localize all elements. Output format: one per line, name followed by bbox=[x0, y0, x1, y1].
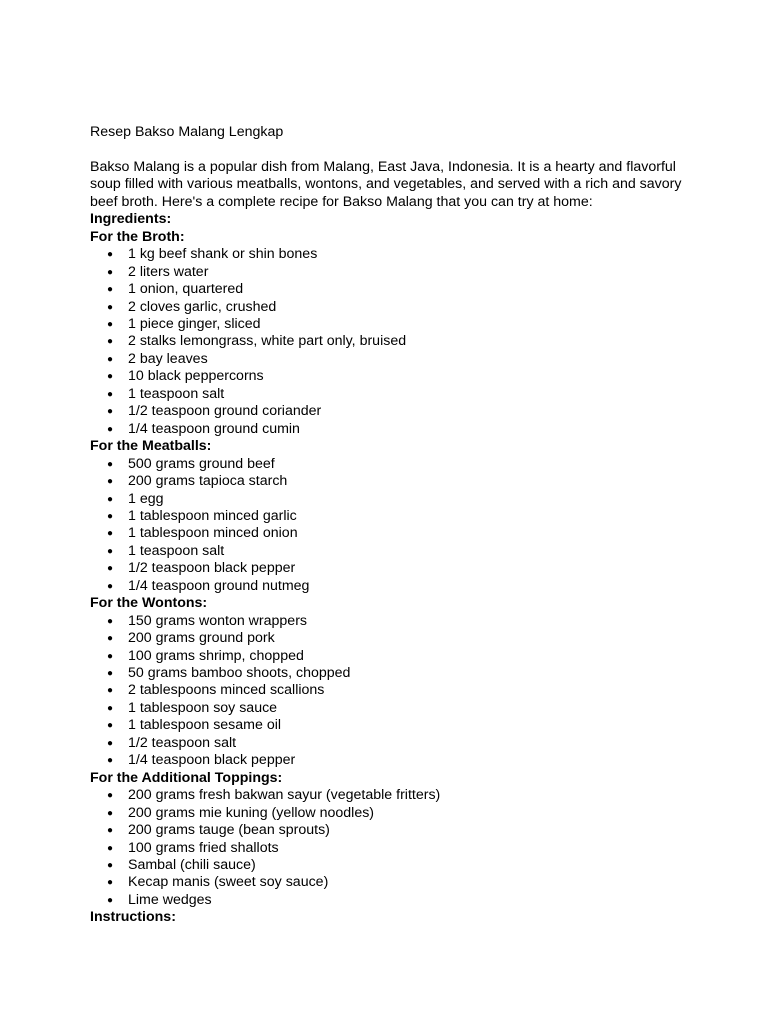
blank-line bbox=[90, 141, 690, 158]
section-heading: For the Broth: bbox=[90, 228, 185, 245]
list-item-text: 1/2 teaspoon black pepper bbox=[128, 560, 296, 577]
list-item bbox=[90, 421, 690, 438]
list-item-text: 1 piece ginger, sliced bbox=[128, 315, 261, 332]
list-item bbox=[90, 892, 690, 909]
ingredient-section bbox=[90, 595, 690, 770]
list-item-text: 1 kg beef shank or shin bones bbox=[128, 246, 318, 263]
section-heading: For the Meatballs: bbox=[90, 438, 212, 455]
list-item-text: 500 grams ground beef bbox=[128, 455, 275, 472]
list-item-text: 1 tablespoon minced garlic bbox=[128, 507, 297, 524]
bullet-icon: ● bbox=[107, 685, 114, 697]
list-item-text: 200 grams tapioca starch bbox=[128, 473, 288, 490]
list-item bbox=[90, 264, 690, 281]
list-item bbox=[90, 735, 690, 752]
bullet-icon: ● bbox=[107, 702, 114, 714]
bullet-icon: ● bbox=[107, 423, 114, 435]
bullet-icon: ● bbox=[107, 633, 114, 645]
list-item bbox=[90, 281, 690, 298]
ingredient-list bbox=[90, 613, 690, 770]
ingredient-sections bbox=[90, 229, 690, 910]
intro-paragraph: Bakso Malang is a popular dish from Malang, East Java, Indonesia. It is a hearty and flavorful soup filled with various meatballs, wontons, and vegetables, and served with a rich and savory beef broth. Here's a complete recipe for Bakso Malang that you can try at home: bbox=[90, 158, 682, 210]
bullet-icon: ● bbox=[107, 476, 114, 488]
bullet-icon: ● bbox=[107, 388, 114, 400]
list-item bbox=[90, 333, 690, 350]
list-item-text: 2 cloves garlic, crushed bbox=[128, 298, 277, 315]
list-item bbox=[90, 543, 690, 560]
bullet-icon: ● bbox=[107, 528, 114, 540]
section-heading: For the Additional Toppings: bbox=[90, 769, 283, 786]
bullet-icon: ● bbox=[107, 353, 114, 365]
bullet-icon: ● bbox=[107, 336, 114, 348]
list-item-text: 1/4 teaspoon ground cumin bbox=[128, 420, 300, 437]
list-item-text: 1 teaspoon salt bbox=[128, 385, 225, 402]
list-item-text: 1/2 teaspoon salt bbox=[128, 734, 237, 751]
bullet-icon: ● bbox=[107, 406, 114, 418]
instructions-heading: Instructions: bbox=[90, 909, 176, 926]
list-item bbox=[90, 560, 690, 577]
list-item bbox=[90, 246, 690, 263]
ingredient-list bbox=[90, 787, 690, 909]
bullet-icon: ● bbox=[107, 580, 114, 592]
ingredients-heading: Ingredients: bbox=[90, 211, 172, 228]
list-item bbox=[90, 874, 690, 891]
list-item bbox=[90, 403, 690, 420]
bullet-icon: ● bbox=[107, 894, 114, 906]
list-item bbox=[90, 805, 690, 822]
bullet-icon: ● bbox=[107, 755, 114, 767]
list-item bbox=[90, 648, 690, 665]
list-item bbox=[90, 840, 690, 857]
ingredient-list bbox=[90, 456, 690, 596]
list-item bbox=[90, 682, 690, 699]
list-item-text: 150 grams wonton wrappers bbox=[128, 612, 308, 629]
list-item-text: 1 teaspoon salt bbox=[128, 542, 225, 559]
list-item-text: 100 grams shrimp, chopped bbox=[128, 647, 304, 664]
bullet-icon: ● bbox=[107, 563, 114, 575]
list-item bbox=[90, 822, 690, 839]
list-item bbox=[90, 351, 690, 368]
bullet-icon: ● bbox=[107, 825, 114, 837]
list-item bbox=[90, 368, 690, 385]
list-item-text: 200 grams fresh bakwan sayur (vegetable fritters) bbox=[128, 787, 441, 804]
list-item-text: 200 grams ground pork bbox=[128, 630, 275, 647]
bullet-icon: ● bbox=[107, 301, 114, 313]
list-item bbox=[90, 456, 690, 473]
bullet-icon: ● bbox=[107, 877, 114, 889]
list-item-text: 2 liters water bbox=[128, 263, 209, 280]
list-item bbox=[90, 613, 690, 630]
list-item-text: Sambal (chili sauce) bbox=[128, 857, 256, 874]
bullet-icon: ● bbox=[107, 807, 114, 819]
list-item-text: 2 bay leaves bbox=[128, 350, 208, 367]
document-title: Resep Bakso Malang Lengkap bbox=[90, 124, 284, 140]
list-item bbox=[90, 316, 690, 333]
bullet-icon: ● bbox=[107, 842, 114, 854]
list-item-text: 1/4 teaspoon ground nutmeg bbox=[128, 577, 310, 594]
bullet-icon: ● bbox=[107, 493, 114, 505]
list-item-text: 1 tablespoon minced onion bbox=[128, 525, 298, 542]
list-item bbox=[90, 630, 690, 647]
list-item-text: 50 grams bamboo shoots, chopped bbox=[128, 665, 351, 682]
bullet-icon: ● bbox=[107, 860, 114, 872]
bullet-icon: ● bbox=[107, 510, 114, 522]
list-item-text: 10 black peppercorns bbox=[128, 368, 264, 385]
list-item-text: 1 egg bbox=[128, 490, 164, 507]
bullet-icon: ● bbox=[107, 371, 114, 383]
bullet-icon: ● bbox=[107, 318, 114, 330]
list-item-text: Kecap manis (sweet soy sauce) bbox=[128, 874, 329, 891]
list-item bbox=[90, 700, 690, 717]
list-item-text: 100 grams fried shallots bbox=[128, 839, 279, 856]
list-item bbox=[90, 857, 690, 874]
bullet-icon: ● bbox=[107, 266, 114, 278]
bullet-icon: ● bbox=[107, 545, 114, 557]
list-item-text: 200 grams mie kuning (yellow noodles) bbox=[128, 804, 375, 821]
list-item bbox=[90, 473, 690, 490]
list-item bbox=[90, 578, 690, 595]
ingredient-list bbox=[90, 246, 690, 438]
bullet-icon: ● bbox=[107, 249, 114, 261]
ingredient-section bbox=[90, 438, 690, 595]
list-item bbox=[90, 299, 690, 316]
ingredient-section bbox=[90, 229, 690, 438]
section-heading: For the Wontons: bbox=[90, 595, 208, 612]
list-item bbox=[90, 665, 690, 682]
bullet-icon: ● bbox=[107, 720, 114, 732]
list-item bbox=[90, 386, 690, 403]
list-item-text: Lime wedges bbox=[128, 891, 212, 908]
list-item bbox=[90, 525, 690, 542]
document-page bbox=[90, 124, 690, 927]
list-item bbox=[90, 508, 690, 525]
bullet-icon: ● bbox=[107, 737, 114, 749]
bullet-icon: ● bbox=[107, 668, 114, 680]
list-item-text: 1/2 teaspoon ground coriander bbox=[128, 403, 322, 420]
bullet-icon: ● bbox=[107, 458, 114, 470]
list-item-text: 1/4 teaspoon black pepper bbox=[128, 752, 296, 769]
bullet-icon: ● bbox=[107, 790, 114, 802]
list-item-text: 1 tablespoon sesame oil bbox=[128, 717, 282, 734]
list-item bbox=[90, 787, 690, 804]
list-item-text: 1 tablespoon soy sauce bbox=[128, 699, 278, 716]
list-item-text: 200 grams tauge (bean sprouts) bbox=[128, 822, 330, 839]
bullet-icon: ● bbox=[107, 615, 114, 627]
ingredient-section bbox=[90, 770, 690, 910]
list-item bbox=[90, 491, 690, 508]
list-item bbox=[90, 752, 690, 769]
list-item-text: 2 tablespoons minced scallions bbox=[128, 682, 325, 699]
bullet-icon: ● bbox=[107, 650, 114, 662]
list-item-text: 2 stalks lemongrass, white part only, bruised bbox=[128, 333, 407, 350]
list-item-text: 1 onion, quartered bbox=[128, 281, 244, 298]
bullet-icon: ● bbox=[107, 284, 114, 296]
list-item bbox=[90, 717, 690, 734]
